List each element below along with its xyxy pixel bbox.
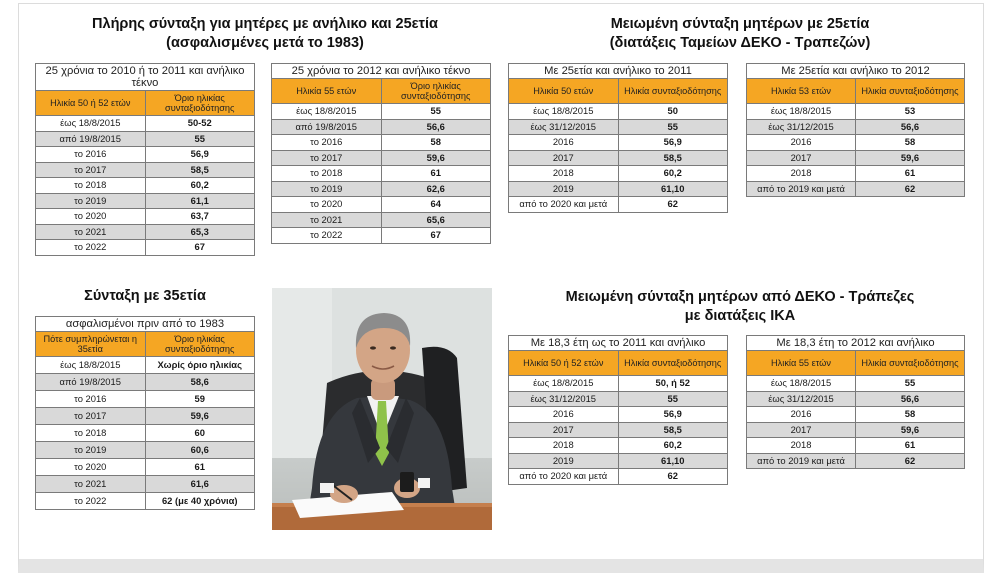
row-age-value: 53 <box>856 104 965 120</box>
row-period: 2016 <box>747 135 856 151</box>
column-header-condition: Ηλικία 50 ετών <box>509 79 619 104</box>
table-row <box>36 240 255 256</box>
table-row <box>36 459 255 476</box>
table-row <box>272 197 491 213</box>
row-age-value: 60,2 <box>618 166 728 182</box>
row-period: έως 18/8/2015 <box>36 116 146 132</box>
heading-line-2: (διατάξεις Ταμείων ΔΕΚΟ - Τραπεζών) <box>609 35 871 51</box>
table-row <box>509 469 728 485</box>
row-age-value: 50-52 <box>145 116 255 132</box>
table-row <box>509 422 728 438</box>
table-row <box>272 228 491 244</box>
businessman-illustration <box>272 288 492 530</box>
row-age-value: 58 <box>381 135 491 151</box>
column-header-age: Όριο ηλικίας συνταξιοδότησης <box>145 332 255 357</box>
row-period: το 2018 <box>36 425 146 442</box>
table-row <box>272 135 491 151</box>
table-caption: 25 χρόνια το 2010 ή το 2011 και ανήλικο τέκνο <box>36 64 255 91</box>
row-period: 2018 <box>509 438 619 454</box>
row-period: το 2018 <box>36 178 146 194</box>
table-caption: Με 25ετία και ανήλικο το 2011 <box>509 64 728 79</box>
row-age-value: 56,9 <box>618 407 728 423</box>
column-header-age: Όριο ηλικίας συνταξιοδότησης <box>381 79 491 104</box>
table-row <box>509 135 728 151</box>
row-age-value: 61 <box>856 166 965 182</box>
row-age-value: 67 <box>381 228 491 244</box>
row-age-value: 61 <box>145 459 255 476</box>
row-period: έως 31/12/2015 <box>509 391 619 407</box>
column-header-age: Ηλικία συνταξιοδότησης <box>618 79 728 104</box>
row-period: το 2016 <box>36 147 146 163</box>
row-age-value: 55 <box>381 104 491 120</box>
row-age-value: 58,5 <box>618 150 728 166</box>
table-row <box>36 493 255 510</box>
row-age-value: 59,6 <box>856 422 965 438</box>
table-35-years <box>35 316 255 510</box>
row-age-value: 62 <box>856 181 965 197</box>
column-header-condition: Ηλικία 50 ή 52 ετών <box>509 351 619 376</box>
table-full-2012 <box>271 63 491 244</box>
table-row <box>747 376 965 392</box>
businessman-photo <box>272 288 492 530</box>
row-period: το 2021 <box>36 224 146 240</box>
table-caption: 25 χρόνια το 2012 και ανήλικο τέκνο <box>272 64 491 79</box>
table-row <box>272 166 491 182</box>
row-period: από το 2019 και μετά <box>747 181 856 197</box>
table-header-row <box>509 79 728 104</box>
row-period: 2017 <box>509 422 619 438</box>
row-age-value: 50 <box>618 104 728 120</box>
row-age-value: 58 <box>856 407 965 423</box>
table-caption: Με 18,3 έτη ως το 2011 και ανήλικο <box>509 336 728 351</box>
row-age-value: 61 <box>381 166 491 182</box>
row-age-value: 58,6 <box>145 374 255 391</box>
row-period: το 2020 <box>272 197 382 213</box>
row-age-value: 56,6 <box>856 391 965 407</box>
table-row <box>747 135 965 151</box>
table-row <box>509 150 728 166</box>
table-caption: ασφαλισμένοι πριν από το 1983 <box>36 317 255 332</box>
row-period: έως 18/8/2015 <box>509 104 619 120</box>
table-row <box>272 104 491 120</box>
heading-line-1: Πλήρης σύνταξη για μητέρες με ανήλικο και 25ετία <box>92 16 438 32</box>
table-row <box>747 104 965 120</box>
table-row <box>36 131 255 147</box>
table-reduced-2011 <box>508 63 728 213</box>
column-header-age: Ηλικία συνταξιοδότησης <box>856 351 965 376</box>
row-period: έως 18/8/2015 <box>747 104 856 120</box>
row-age-value: 60,2 <box>618 438 728 454</box>
row-age-value: 62 <box>856 453 965 469</box>
row-period: το 2022 <box>36 493 146 510</box>
column-header-age: Ηλικία συνταξιοδότησης <box>618 351 728 376</box>
column-header-condition: Ηλικία 55 ετών <box>747 351 856 376</box>
table-caption: Με 18,3 έτη το 2012 και ανήλικο <box>747 336 965 351</box>
row-period: από 19/8/2015 <box>36 374 146 391</box>
row-age-value: 58 <box>856 135 965 151</box>
table-caption-row <box>36 317 255 332</box>
table-row <box>36 116 255 132</box>
table-header-row <box>509 351 728 376</box>
row-period: το 2019 <box>272 181 382 197</box>
table-row <box>509 438 728 454</box>
table-row <box>36 224 255 240</box>
table-row <box>509 119 728 135</box>
table-row <box>509 453 728 469</box>
column-header-condition: Ηλικία 53 ετών <box>747 79 856 104</box>
table-caption-row <box>747 336 965 351</box>
table-row <box>36 162 255 178</box>
row-period: το 2017 <box>272 150 382 166</box>
table-row <box>747 391 965 407</box>
row-period: το 2016 <box>272 135 382 151</box>
table-row <box>36 408 255 425</box>
row-age-value: 62,6 <box>381 181 491 197</box>
row-age-value: 63,7 <box>145 209 255 225</box>
row-age-value: 61 <box>856 438 965 454</box>
table-header-row <box>272 79 491 104</box>
row-period: 2016 <box>509 135 619 151</box>
table-row <box>747 422 965 438</box>
table-row <box>36 209 255 225</box>
column-header-condition: Ηλικία 55 ετών <box>272 79 382 104</box>
table-caption-row <box>747 64 965 79</box>
table-caption-row <box>509 64 728 79</box>
table-row <box>747 166 965 182</box>
row-period: 2017 <box>747 422 856 438</box>
table-caption-row <box>509 336 728 351</box>
table-caption-row <box>36 64 255 91</box>
row-age-value: 56,6 <box>381 119 491 135</box>
table-row <box>36 476 255 493</box>
row-period: 2016 <box>509 407 619 423</box>
heading-line-1: Σύνταξη με 35ετία <box>84 288 206 304</box>
row-age-value: 59,6 <box>145 408 255 425</box>
table-row <box>509 391 728 407</box>
row-period: 2017 <box>509 150 619 166</box>
table-row <box>747 407 965 423</box>
table-row <box>36 442 255 459</box>
row-period: 2018 <box>509 166 619 182</box>
table-row <box>509 376 728 392</box>
row-period: από το 2020 και μετά <box>509 469 619 485</box>
column-header-condition: Ηλικία 50 ή 52 ετών <box>36 91 146 116</box>
table-row <box>747 181 965 197</box>
row-period: το 2020 <box>36 459 146 476</box>
table-row <box>272 119 491 135</box>
row-period: 2017 <box>747 150 856 166</box>
table-caption-row <box>272 64 491 79</box>
row-age-value: 61,10 <box>618 181 728 197</box>
row-period: 2019 <box>509 453 619 469</box>
column-header-condition: Πότε συμπληρώνεται η 35ετία <box>36 332 146 357</box>
table-ika-2012 <box>746 335 965 469</box>
row-age-value: 56,9 <box>145 147 255 163</box>
table-row <box>747 453 965 469</box>
row-age-value: 62 <box>618 197 728 213</box>
row-age-value: 67 <box>145 240 255 256</box>
row-period: 2018 <box>747 438 856 454</box>
row-age-value: 65,6 <box>381 212 491 228</box>
row-period: έως 31/12/2015 <box>747 391 856 407</box>
row-period: από το 2019 και μετά <box>747 453 856 469</box>
column-header-age: Όριο ηλικίας συνταξιοδότησης <box>145 91 255 116</box>
column-header-age: Ηλικία συνταξιοδότησης <box>856 79 965 104</box>
row-period: από 19/8/2015 <box>272 119 382 135</box>
row-period: το 2021 <box>272 212 382 228</box>
section-full-pension-heading <box>30 15 500 53</box>
row-age-value: 55 <box>856 376 965 392</box>
table-row <box>509 181 728 197</box>
row-age-value: 62 (με 40 χρόνια) <box>145 493 255 510</box>
table-header-row <box>36 332 255 357</box>
row-period: το 2018 <box>272 166 382 182</box>
row-age-value: Χωρίς όριο ηλικίας <box>145 357 255 374</box>
row-age-value: 59,6 <box>856 150 965 166</box>
table-row <box>509 104 728 120</box>
row-age-value: 59 <box>145 391 255 408</box>
row-age-value: 60,6 <box>145 442 255 459</box>
row-period: το 2022 <box>36 240 146 256</box>
row-age-value: 58,5 <box>618 422 728 438</box>
table-row <box>36 391 255 408</box>
row-period: το 2020 <box>36 209 146 225</box>
row-period: έως 18/8/2015 <box>509 376 619 392</box>
row-period: το 2017 <box>36 408 146 425</box>
section-reduced-deko-heading <box>505 15 975 53</box>
row-age-value: 50, ή 52 <box>618 376 728 392</box>
row-age-value: 61,10 <box>618 453 728 469</box>
table-row <box>272 150 491 166</box>
table-header-row <box>36 91 255 116</box>
table-row <box>747 438 965 454</box>
table-ika-2011 <box>508 335 728 485</box>
table-header-row <box>747 79 965 104</box>
row-period: έως 31/12/2015 <box>747 119 856 135</box>
row-period: από το 2020 και μετά <box>509 197 619 213</box>
section-reduced-ika-heading <box>505 288 975 326</box>
heading-line-1: Μειωμένη σύνταξη μητέρων από ΔΕΚΟ - Τράπεζες <box>565 289 915 305</box>
row-period: το 2021 <box>36 476 146 493</box>
row-period: έως 31/12/2015 <box>509 119 619 135</box>
row-period: 2016 <box>747 407 856 423</box>
row-age-value: 55 <box>145 131 255 147</box>
row-age-value: 55 <box>618 119 728 135</box>
table-row <box>36 425 255 442</box>
row-period: το 2022 <box>272 228 382 244</box>
table-row <box>509 407 728 423</box>
table-header-row <box>747 351 965 376</box>
table-reduced-2012 <box>746 63 965 197</box>
row-period: το 2016 <box>36 391 146 408</box>
row-age-value: 61,1 <box>145 193 255 209</box>
row-age-value: 64 <box>381 197 491 213</box>
row-period: το 2017 <box>36 162 146 178</box>
table-row <box>272 181 491 197</box>
table-row <box>36 374 255 391</box>
row-period: έως 18/8/2015 <box>36 357 146 374</box>
row-age-value: 65,3 <box>145 224 255 240</box>
table-caption: Με 25ετία και ανήλικο το 2012 <box>747 64 965 79</box>
table-row <box>509 166 728 182</box>
row-period: 2019 <box>509 181 619 197</box>
row-period: το 2019 <box>36 442 146 459</box>
row-age-value: 56,9 <box>618 135 728 151</box>
table-row <box>36 147 255 163</box>
row-age-value: 59,6 <box>381 150 491 166</box>
heading-line-1: Μειωμένη σύνταξη μητέρων με 25ετία <box>610 16 870 32</box>
row-age-value: 60 <box>145 425 255 442</box>
row-age-value: 56,6 <box>856 119 965 135</box>
row-period: το 2019 <box>36 193 146 209</box>
table-row <box>509 197 728 213</box>
row-period: έως 18/8/2015 <box>272 104 382 120</box>
row-age-value: 58,5 <box>145 162 255 178</box>
heading-line-2: (ασφαλισμένες μετά το 1983) <box>166 35 364 51</box>
row-age-value: 61,6 <box>145 476 255 493</box>
table-row <box>747 119 965 135</box>
table-full-2010-2011 <box>35 63 255 256</box>
table-row <box>36 178 255 194</box>
row-age-value: 62 <box>618 469 728 485</box>
row-age-value: 55 <box>618 391 728 407</box>
row-period: έως 18/8/2015 <box>747 376 856 392</box>
row-age-value: 60,2 <box>145 178 255 194</box>
table-row <box>747 150 965 166</box>
table-row <box>36 357 255 374</box>
row-period: από 19/8/2015 <box>36 131 146 147</box>
table-row <box>36 193 255 209</box>
table-row <box>272 212 491 228</box>
section-35-years-heading <box>35 287 255 306</box>
heading-line-2: με διατάξεις ΙΚΑ <box>684 308 796 324</box>
row-period: 2018 <box>747 166 856 182</box>
